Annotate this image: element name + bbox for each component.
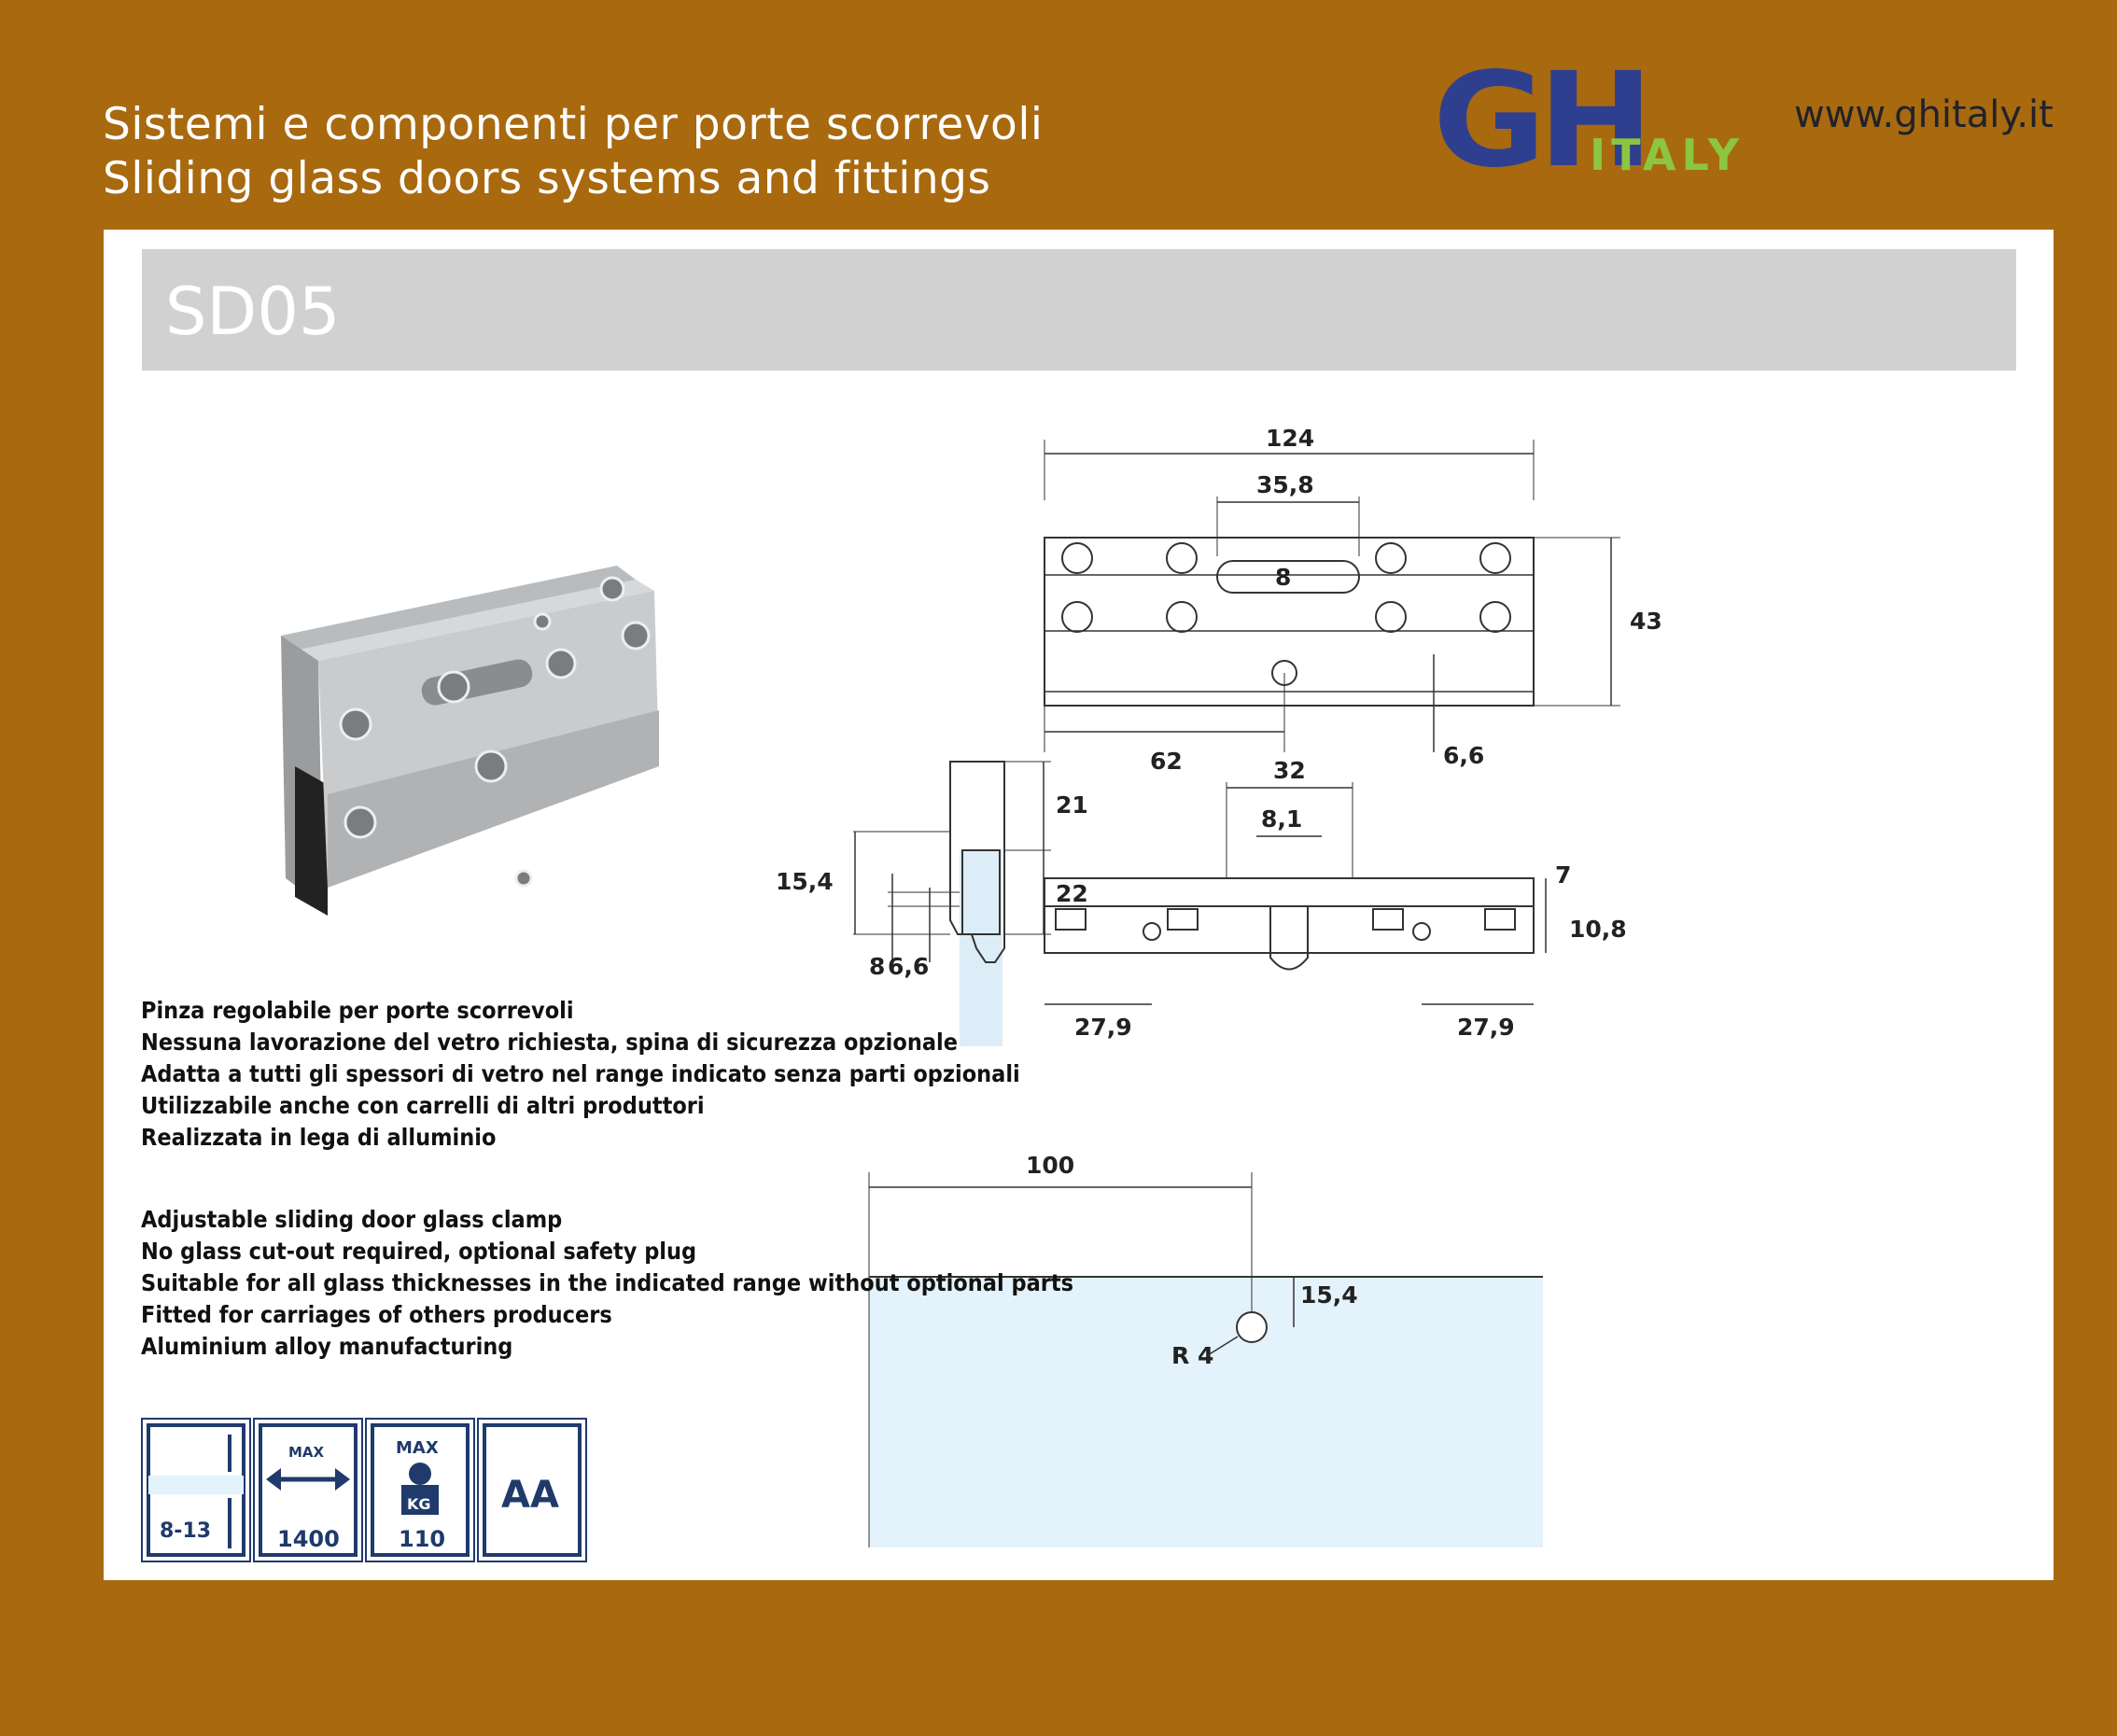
badge-thickness-value: 8-13 [160, 1519, 212, 1543]
list-item: Suitable for all glass thicknesses in the indicated range without optional parts [141, 1269, 1073, 1296]
product-sheet [104, 230, 2054, 1580]
description-english [141, 1204, 1073, 1363]
top-dim-43: 43 [1630, 608, 1662, 635]
badge-finish-value: AA [501, 1474, 559, 1517]
side-dim-6-6: 6,6 [888, 953, 930, 980]
front-notch [1270, 906, 1308, 970]
badge-width [254, 1419, 362, 1561]
list-item: Aluminium alloy manufacturing [141, 1333, 513, 1360]
website-link[interactable]: www.ghitaly.it [1794, 93, 2054, 136]
logo-sub: ITALY [1590, 130, 1745, 180]
badge-max-label: MAX [288, 1444, 325, 1461]
front-pins [1056, 909, 1515, 940]
front-body [1044, 878, 1534, 953]
badge-weight-value: 110 [399, 1526, 446, 1552]
badge-kg: KG [407, 1495, 431, 1513]
top-dim-8: 8 [1275, 564, 1292, 591]
side-dim-15-4: 15,4 [776, 868, 834, 895]
logo-letters: GH [1433, 45, 1646, 197]
list-item: No glass cut-out required, optional safety plug [141, 1238, 697, 1265]
list-item: Realizzata in lega di alluminio [141, 1124, 497, 1151]
badge-width-value: 1400 [277, 1526, 340, 1552]
front-dim-10-8: 10,8 [1569, 916, 1627, 943]
glass-radius: R 4 [1171, 1342, 1214, 1369]
list-item: Utilizzabile anche con carrelli di altri produttori [141, 1092, 705, 1119]
front-dim-32: 32 [1273, 757, 1306, 784]
glass-icon [148, 1476, 244, 1494]
gh-italy-logo [1433, 45, 1769, 197]
product-code: SD05 [165, 273, 341, 350]
list-item: Pinza regolabile per porte scorrevoli [141, 997, 574, 1024]
top-body [1044, 538, 1534, 706]
top-dim-124: 124 [1266, 425, 1315, 452]
side-dim-21: 21 [1056, 791, 1088, 819]
list-item: Adjustable sliding door glass clamp [141, 1206, 563, 1233]
front-dim-7: 7 [1555, 861, 1572, 889]
side-dim-22: 22 [1056, 880, 1088, 907]
list-item: Adatta a tutti gli spessori di vetro nel range indicato senza parti opzionali [141, 1060, 1020, 1087]
badge-finish [478, 1419, 586, 1561]
badge-weight [366, 1419, 474, 1561]
header-line-italian: Sistemi e componenti per porte scorrevoli [103, 99, 1044, 150]
list-item: Nessuna lavorazione del vetro richiesta, spina di sicurezza opzionale [141, 1029, 958, 1056]
top-dim-6-6: 6,6 [1443, 742, 1485, 769]
top-dim-62: 62 [1150, 748, 1183, 775]
product-photo [244, 486, 794, 897]
top-dim-35-8: 35,8 [1256, 471, 1314, 498]
badge-max-label: MAX [396, 1438, 439, 1458]
spec-badges [141, 1418, 589, 1567]
glass-hole [1237, 1312, 1267, 1342]
weight-icon [409, 1463, 431, 1485]
glass-dim-15-4: 15,4 [1300, 1281, 1358, 1309]
header-line-english: Sliding glass doors systems and fittings [103, 153, 991, 204]
front-dim-8-1: 8,1 [1261, 805, 1303, 833]
front-dim-27-9-right: 27,9 [1457, 1014, 1515, 1041]
glass-gasket [295, 766, 328, 916]
badge-thickness [142, 1419, 250, 1561]
list-item: Fitted for carriages of others producers [141, 1301, 612, 1328]
glass-dim-100: 100 [1026, 1152, 1075, 1179]
description-italian [141, 995, 1020, 1154]
side-dim-8: 8 [869, 953, 886, 980]
title-band [142, 249, 2016, 371]
front-dim-27-9-left: 27,9 [1074, 1014, 1132, 1041]
